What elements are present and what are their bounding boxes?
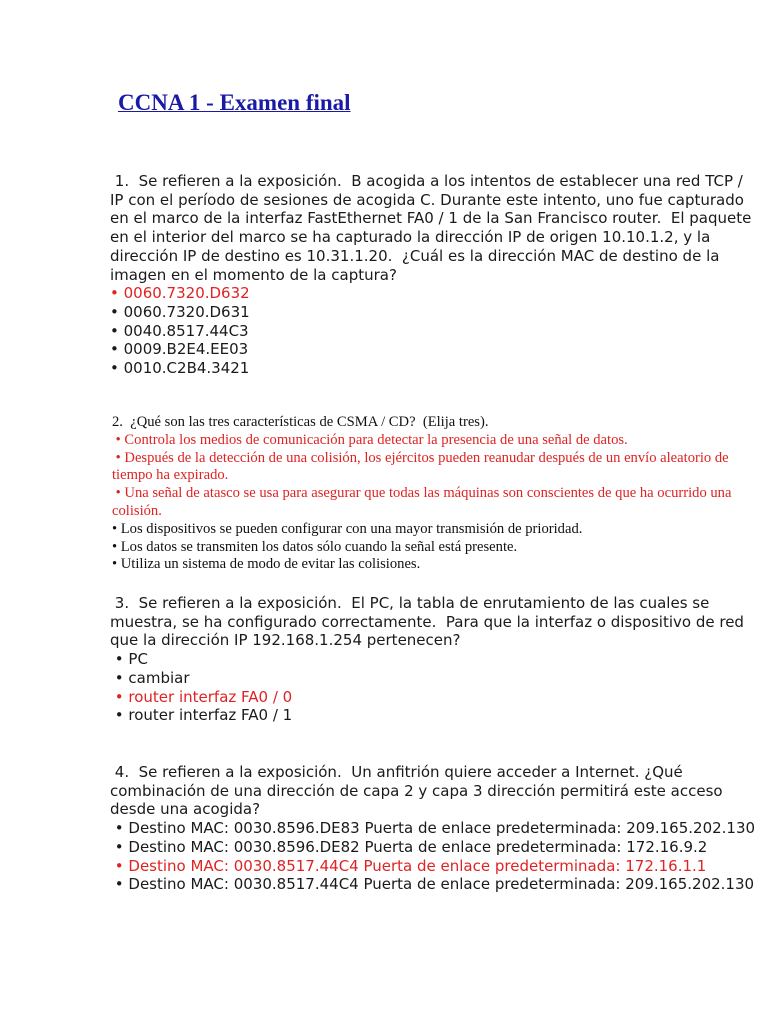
question-2-option-f: • Utiliza un sistema de modo de evitar las colisiones. xyxy=(112,556,421,573)
question-3-stem: 3. Se refieren a la exposición. El PC, la tabla de enrutamiento de las cuales se muestra, se ha configurado correctamente. Para que la interfaz o dispositivo de red que la dirección IP 192.168.1.254 pertenecen? xyxy=(110,594,749,650)
question-4-options xyxy=(110,819,760,894)
question-2-option-b: • Después de la detección de una colisión, los ejércitos pueden reanudar después de un envío aleatorio de tiempo ha expirado. xyxy=(112,449,733,484)
question-1 xyxy=(110,172,760,378)
question-2-option-c: • Una señal de atasco se usa para asegurar que todas las máquinas son conscientes de que ha ocurrido una colisión. xyxy=(112,485,736,519)
question-4-stem: 4. Se refieren a la exposición. Un anfitrión quiere acceder a Internet. ¿Qué combinación de una dirección de capa 2 y capa 3 dirección permitirá este acceso desde una acogida? xyxy=(110,763,728,819)
question-2-options xyxy=(112,432,762,574)
question-3-options xyxy=(110,650,760,725)
question-3-option-a: • PC xyxy=(110,650,148,669)
question-3-option-b: • cambiar xyxy=(110,668,190,687)
question-2-stem: 2. ¿Qué son las tres características de CSMA / CD? (Elija tres). xyxy=(112,414,489,430)
question-4-option-d: • Destino MAC: 0030.8517.44C4 Puerta de enlace predeterminada: 209.165.202.130 xyxy=(110,875,755,894)
question-4-option-b: • Destino MAC: 0030.8596.DE82 Puerta de enlace predeterminada: 172.16.9.2 xyxy=(110,837,708,856)
question-4-option-a: • Destino MAC: 0030.8596.DE83 Puerta de enlace predeterminada: 209.165.202.130 xyxy=(110,819,756,838)
question-2-option-d: • Los dispositivos se pueden configurar con una mayor transmisión de prioridad. xyxy=(112,520,583,537)
question-1-option-b: • 0060.7320.D631 xyxy=(110,302,250,321)
question-1-option-c: • 0040.8517.44C3 xyxy=(110,321,249,340)
question-1-option-e: • 0010.C2B4.3421 xyxy=(110,359,250,378)
question-2-option-a: • Controla los medios de comunicación para detectar la presencia de una señal de datos. xyxy=(112,431,628,448)
question-1-stem: 1. Se refieren a la exposición. B acogida a los intentos de establecer una red TCP / IP con el período de sesiones de acogida C. Durante este intento, uno fue capturado en el marco de la interfaz FastEthernet FA0 / 1 de la San Francisco router. El paquete en el interior del marco se ha capturado la dirección IP de origen 10.10.1.2, y la dirección IP de destino es 10.31.1.20. ¿Cuál es la dirección MAC de destino de la imagen en el momento de la captura? xyxy=(110,172,757,284)
question-1-option-d: • 0009.B2E4.EE03 xyxy=(110,340,249,359)
question-3-option-d: • router interfaz FA0 / 1 xyxy=(110,706,293,725)
question-1-options xyxy=(110,284,760,378)
question-2-option-e: • Los datos se transmiten los datos sólo cuando la señal está presente. xyxy=(112,538,518,555)
question-3-option-c: • router interfaz FA0 / 0 xyxy=(110,687,293,706)
question-1-option-a: • 0060.7320.D632 xyxy=(110,284,250,303)
question-4 xyxy=(110,763,760,894)
question-3 xyxy=(110,594,760,725)
document-title: CCNA 1 - Examen final xyxy=(118,90,351,115)
question-4-option-c: • Destino MAC: 0030.8517.44C4 Puerta de enlace predeterminada: 172.16.1.1 xyxy=(110,856,707,875)
question-2 xyxy=(112,414,762,574)
